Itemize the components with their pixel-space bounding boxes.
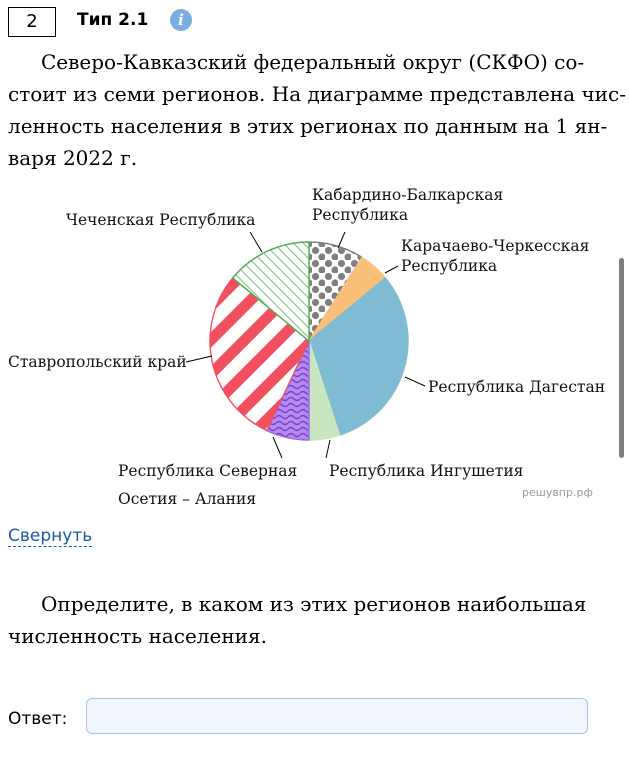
task-type-label: Тип 2.1 <box>77 10 149 30</box>
intro-line: ленность населения в этих регионах по данным на 1 ян- <box>8 114 608 138</box>
label-kbr-line1: Кабардино-Балкарская <box>312 186 504 204</box>
label-ingushetia: Республика Ингушетия <box>329 462 524 480</box>
pie-chart <box>0 180 619 520</box>
collapse-link[interactable]: Свернуть <box>8 526 93 546</box>
question-text <box>8 588 588 652</box>
answer-label: Ответ: <box>8 709 68 729</box>
intro-text <box>8 46 626 174</box>
label-chechnya: Чеченская Республика <box>66 211 256 229</box>
pie-slices <box>210 242 408 440</box>
intro-line: варя 2022 г. <box>8 146 138 170</box>
label-dagestan: Республика Дагестан <box>428 378 606 396</box>
label-stavropol: Ставропольский край <box>8 353 187 371</box>
label-kchr-line1: Карачаево-Черкесская <box>401 237 590 255</box>
question-line: Определите, в каком из этих регионов наибольшая <box>41 592 587 616</box>
question-line: численность населения. <box>8 624 267 648</box>
label-osetia-line2: Осетия – Алания <box>118 490 257 508</box>
intro-line: Северо-Кавказский федеральный округ (СКФО) со- <box>41 50 585 74</box>
task-number: 2 <box>8 7 56 37</box>
watermark: решувпр.рф <box>522 486 593 499</box>
intro-line: стоит из семи регионов. На диаграмме представлена чис- <box>8 82 626 106</box>
label-osetia-line1: Республика Северная <box>118 462 298 480</box>
scrollbar[interactable] <box>619 258 624 458</box>
label-kchr-line2: Республика <box>401 257 498 275</box>
answer-input[interactable] <box>86 698 588 734</box>
label-kbr-line2: Республика <box>312 206 409 224</box>
info-icon[interactable]: i <box>170 9 192 31</box>
